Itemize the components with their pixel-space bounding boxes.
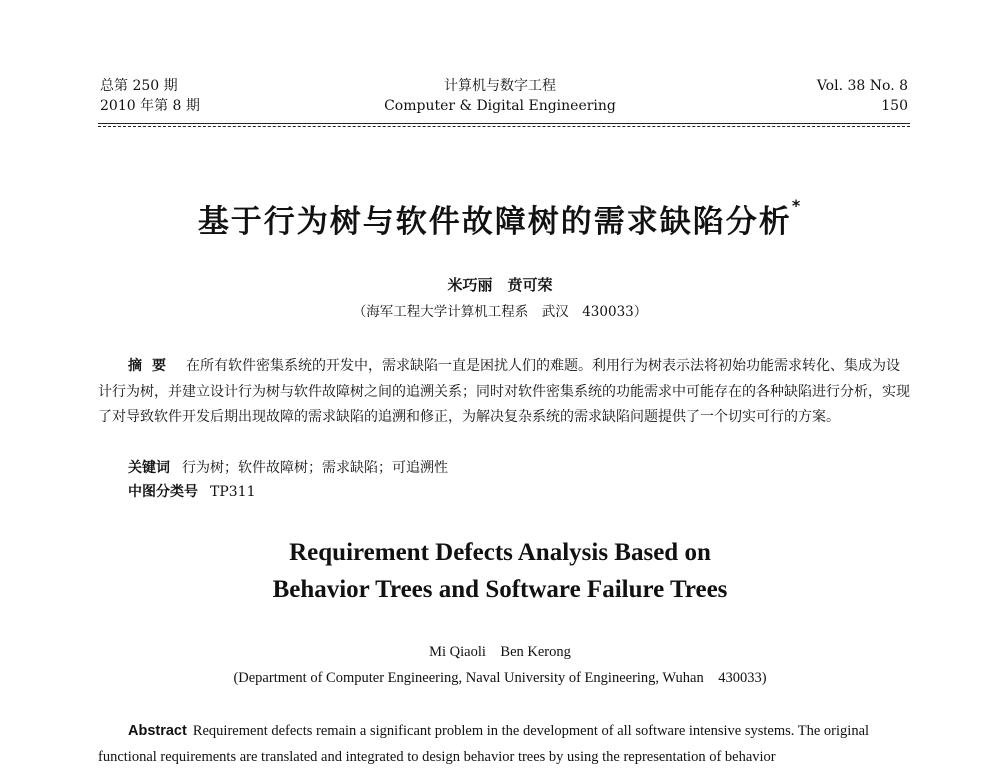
paper-title-en [0, 534, 1000, 608]
affiliation-en: (Department of Computer Engineering, Naval University of Engineering, Wuhan 430033) [233, 670, 767, 686]
paper-title-cn [0, 196, 1000, 241]
abstract-cn-text: 在所有软件密集系统的开发中，需求缺陷一直是困扰人们的难题。利用行为树表示法将初始功能需求转化、集成为设计行为树，并建立设计行为树与软件故障树之间的追溯关系；同时对软件密集系统的功能需求中可能存在的各种缺陷进行分析，实现了对导致软件开发后期出现故障的需求缺陷的追溯和修正，为解决复杂系统的需求缺陷问题提供了一个切实可行的方案。 [98, 358, 910, 425]
affiliation-cn: （海军工程大学计算机工程系 武汉 430033） [352, 304, 648, 320]
abstract-cn-label: 摘要 [128, 358, 176, 374]
abstract-en [98, 718, 910, 770]
journal-name-cn: 计算机与数字工程 [444, 78, 556, 94]
keywords-cn-label: 关键词 [128, 460, 170, 476]
volume-info [817, 76, 908, 116]
header-rule-dashed [98, 126, 910, 127]
issue-total: 总第 250 期 [100, 78, 178, 94]
authors-en: Mi Qiaoli Ben Kerong [429, 644, 571, 660]
journal-name [300, 76, 700, 116]
journal-issue-info [100, 76, 200, 116]
footnote-mark: * [791, 196, 803, 215]
keywords-cn-text: 行为树；软件故障树；需求缺陷；可追溯性 [182, 460, 448, 476]
classification-cn-text: TP311 [210, 484, 256, 500]
abstract-en-label: Abstract [128, 723, 187, 739]
abstract-en-text: Requirement defects remain a significant problem in the development of all software intensive systems. The original functional requirements are translated and integrated to design behavior trees by using the representation of behavior [98, 723, 870, 765]
journal-name-en: Computer & Digital Engineering [384, 98, 616, 114]
keywords-cn [128, 457, 448, 477]
authors-cn: 米巧丽 贲可荣 [447, 276, 553, 294]
paper-title-cn-text: 基于行为树与软件故障树的需求缺陷分析 [197, 204, 792, 240]
paper-title-en-line1: Requirement Defects Analysis Based on [289, 539, 711, 566]
page-number: 150 [881, 98, 908, 114]
issue-year: 2010 年第 8 期 [100, 98, 200, 114]
volume-number: Vol. 38 No. 8 [816, 78, 908, 94]
paper-title-en-line2: Behavior Trees and Software Failure Trees [272, 576, 728, 603]
classification-cn-label: 中图分类号 [128, 484, 198, 500]
header-rule [98, 123, 910, 124]
classification-cn [128, 481, 255, 501]
abstract-cn [98, 354, 910, 431]
